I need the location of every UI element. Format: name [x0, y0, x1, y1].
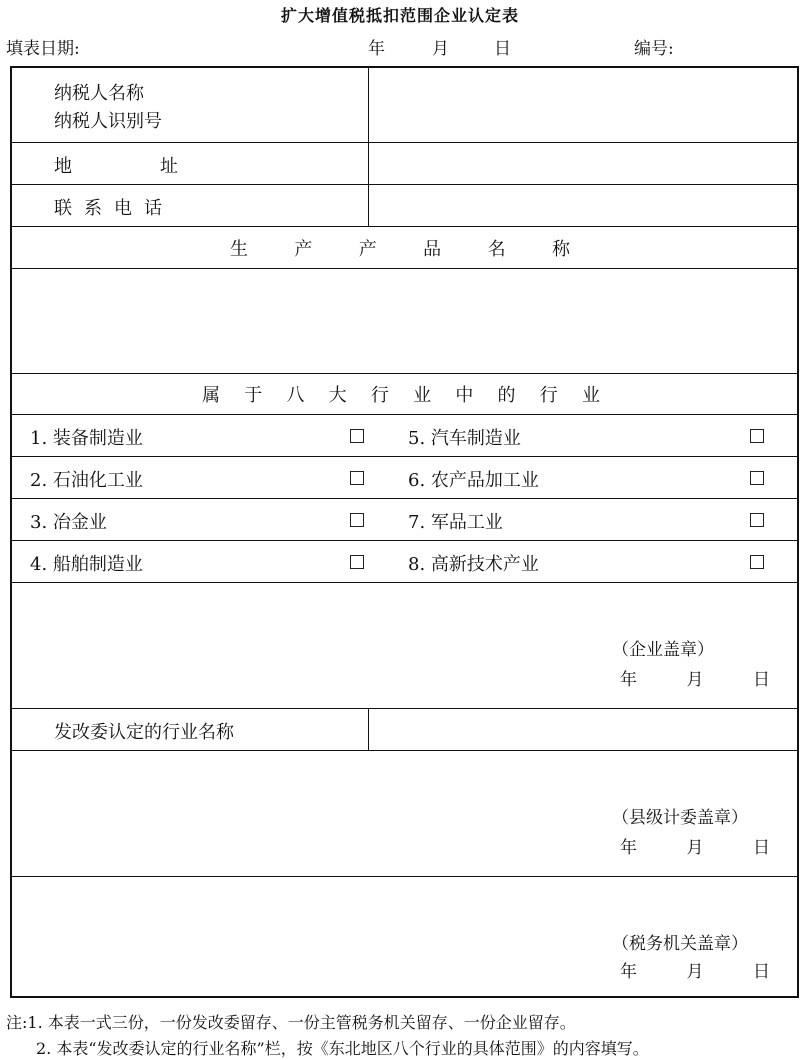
industry-heading-char: 业 — [413, 385, 432, 406]
industry-option-label: 2. 石油化工业 — [30, 470, 143, 491]
industry-checkbox[interactable] — [750, 555, 764, 569]
product-heading-char: 品 — [423, 238, 442, 260]
industry-option-label: 8. 高新技术产业 — [408, 554, 539, 575]
industry-heading-char: 中 — [455, 385, 474, 406]
form-title: 扩大增值税抵扣范围企业认定表 — [280, 6, 519, 25]
address-label-char-1: 地 — [54, 156, 72, 177]
industry-option-label: 4. 船舶制造业 — [30, 554, 143, 575]
enterprise-stamp-date — [620, 665, 770, 690]
address-label-char-2: 址 — [160, 156, 178, 177]
industry-checkbox[interactable] — [750, 471, 764, 485]
ndrc-industry-label: 发改委认定的行业名称 — [54, 722, 234, 743]
industry-heading — [202, 374, 600, 414]
header-day: 日 — [494, 39, 511, 59]
industry-heading-char: 于 — [244, 385, 263, 406]
industry-option-row — [12, 540, 797, 582]
industry-heading-char: 行 — [539, 385, 558, 406]
header-year: 年 — [368, 39, 385, 59]
date-year: 年 — [620, 670, 637, 690]
industry-option-row — [12, 498, 797, 540]
enterprise-stamp-area — [12, 582, 797, 708]
date-day: 日 — [753, 838, 770, 858]
date-year: 年 — [620, 962, 637, 982]
product-heading-char: 称 — [551, 238, 570, 260]
taxpayer-name-label — [54, 79, 178, 105]
industry-checkbox[interactable] — [750, 513, 764, 527]
tax-stamp-date — [620, 957, 770, 982]
industry-heading-char: 的 — [497, 385, 516, 406]
taxpayer-id-label: 纳税人识别号 — [54, 111, 162, 132]
address-label — [54, 152, 178, 178]
date-year: 年 — [620, 838, 637, 858]
taxpayer-name-row — [12, 68, 797, 142]
number-label: 编号: — [634, 39, 674, 59]
industry-option-row — [12, 414, 797, 456]
industry-option-label: 6. 农产品加工业 — [408, 470, 539, 491]
ndrc-industry-row — [12, 708, 797, 750]
date-day: 日 — [753, 670, 770, 690]
industry-heading-char: 八 — [286, 385, 305, 406]
product-heading — [230, 227, 570, 268]
product-heading-char: 产 — [358, 238, 377, 260]
date-month: 月 — [686, 838, 704, 858]
industry-heading-char: 属 — [202, 385, 220, 406]
tax-stamp-area — [12, 876, 797, 998]
industry-option-label: 5. 汽车制造业 — [408, 428, 521, 449]
industry-heading-char: 行 — [370, 385, 389, 406]
county-stamp-area — [12, 750, 797, 876]
industry-checkbox[interactable] — [350, 555, 364, 569]
product-heading-char: 产 — [294, 238, 313, 260]
date-month: 月 — [686, 962, 704, 982]
date-day: 日 — [753, 962, 770, 982]
note-1: 注:1. 本表一式三份，一份发改委留存、一份主管税务机关留存、一份企业留存。 — [6, 1013, 576, 1032]
tax-stamp-label: （税务机关盖章） — [612, 934, 748, 954]
industry-checkbox[interactable] — [350, 513, 364, 527]
industry-checkbox[interactable] — [350, 471, 364, 485]
taxpayer-name-text: 纳税人名称 — [54, 83, 144, 104]
enterprise-stamp-label: （企业盖章） — [612, 640, 714, 660]
column-divider — [368, 709, 369, 750]
product-heading-row — [12, 226, 797, 268]
product-heading-char: 名 — [487, 238, 506, 260]
column-divider — [368, 185, 369, 226]
industry-option-label: 1. 装备制造业 — [30, 428, 143, 449]
industry-option-row — [12, 456, 797, 498]
industry-option-label: 7. 军品工业 — [408, 512, 503, 533]
industry-heading-row — [12, 373, 797, 414]
certification-form — [10, 66, 799, 998]
product-heading-char: 生 — [230, 238, 248, 260]
industry-heading-char: 大 — [328, 385, 347, 406]
phone-row — [12, 184, 797, 226]
county-stamp-label: （县级计委盖章） — [612, 808, 748, 828]
county-stamp-date — [620, 833, 770, 858]
product-names-area — [12, 268, 797, 373]
note-2: 2. 本表“发改委认定的行业名称”栏，按《东北地区八个行业的具体范围》的内容填写。 — [36, 1039, 649, 1058]
phone-label: 联系电话 — [54, 198, 174, 219]
fill-date-label: 填表日期: — [6, 39, 80, 59]
industry-checkbox[interactable] — [750, 429, 764, 443]
header-month: 月 — [432, 39, 449, 59]
industry-heading-char: 业 — [581, 385, 600, 406]
industry-option-label: 3. 冶金业 — [30, 512, 107, 533]
column-divider — [368, 143, 369, 184]
industry-checkbox[interactable] — [350, 429, 364, 443]
address-row — [12, 142, 797, 184]
date-month: 月 — [686, 670, 704, 690]
column-divider — [368, 68, 369, 142]
